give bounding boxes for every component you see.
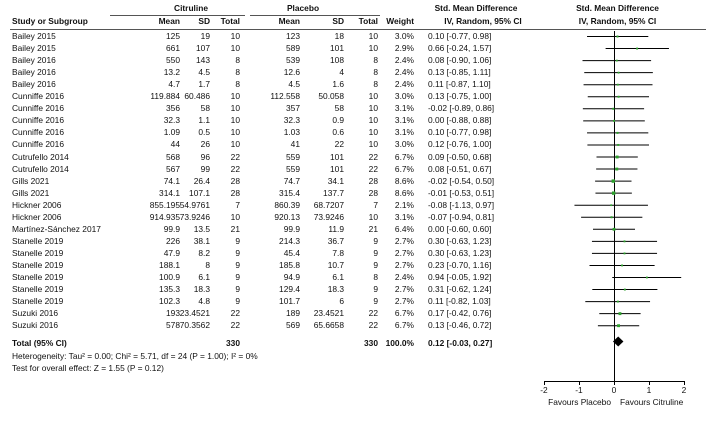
point-estimate-marker (617, 144, 619, 146)
row-ci-text: 0.94 [-0.05, 1.92] (428, 272, 492, 282)
x-tick-label: 0 (611, 385, 617, 395)
row-weight: 6.7% (394, 308, 414, 319)
row-p-mean: 357 (286, 103, 300, 114)
row-c-mean: 314.1 (159, 187, 180, 198)
row-name: Cunniffe 2016 (12, 127, 64, 138)
row-name: Cutrufello 2014 (12, 151, 69, 162)
row-c-mean: 567 (166, 163, 180, 174)
row-ci-text: 0.11 [-0.82, 1.03] (428, 296, 491, 307)
row-c-mean: 356 (166, 103, 180, 114)
row-p-sd: 108 (330, 55, 344, 66)
row-p-total: 22 (368, 320, 378, 331)
row-p-mean: 112.558 (270, 91, 300, 102)
row-p-sd: 36.7 (327, 235, 344, 246)
row-c-sd: 19 (200, 31, 210, 41)
row-c-sd: 54.9761 (179, 199, 210, 210)
point-estimate-marker (617, 324, 620, 327)
x-tick-label: -1 (575, 385, 583, 395)
x-tick-label: -2 (540, 385, 548, 395)
row-p-total: 9 (373, 259, 378, 270)
row-c-total: 9 (235, 272, 240, 282)
c-sd-header: SD (198, 16, 210, 26)
point-estimate-marker (624, 289, 626, 291)
row-p-total: 8 (373, 67, 378, 78)
row-c-total: 10 (230, 127, 240, 138)
point-estimate-marker (612, 179, 615, 182)
row-p-sd: 4 (339, 67, 344, 78)
row-weight: 8.6% (394, 187, 414, 198)
plot-header: Std. Mean Difference (576, 3, 659, 13)
row-p-total: 8 (373, 79, 378, 90)
row-p-sd: 65.6658 (313, 320, 344, 331)
placebo-group-header: Placebo (286, 3, 320, 13)
c-total-header: Total (220, 16, 240, 26)
row-ci-text: 0.08 [-0.51, 0.67] (428, 163, 492, 174)
row-name: Gills 2021 (12, 175, 50, 186)
point-estimate-marker (624, 252, 626, 254)
row-p-total: 22 (368, 151, 378, 162)
row-name: Stanelle 2019 (12, 259, 64, 270)
row-name: Bailey 2016 (12, 55, 56, 66)
row-name: Suzuki 2016 (12, 320, 59, 331)
row-p-mean: 12.6 (283, 67, 300, 78)
row-c-total: 22 (230, 151, 240, 162)
row-p-mean: 41 (290, 139, 300, 150)
row-p-total: 9 (373, 247, 378, 258)
row-p-mean: 569 (286, 320, 300, 331)
row-ci-text: 0.23 [-0.70, 1.16] (428, 259, 492, 270)
row-p-sd: 58 (334, 103, 344, 114)
point-estimate-marker (615, 168, 618, 171)
row-c-mean: 550 (166, 55, 180, 66)
row-c-mean: 119.884 (150, 91, 180, 102)
row-p-mean: 32.3 (283, 115, 300, 126)
row-p-mean: 101.7 (279, 296, 300, 307)
row-weight: 3.0% (394, 31, 414, 41)
row-p-mean: 539 (286, 55, 300, 66)
row-c-sd: 58 (200, 103, 210, 114)
row-c-mean: 226 (166, 235, 180, 246)
row-ci-text: -0.01 [-0.53, 0.51] (428, 187, 495, 198)
row-p-total: 21 (368, 223, 378, 234)
row-c-mean: 1.09 (163, 127, 180, 138)
row-weight: 3.1% (394, 103, 414, 114)
row-name: Suzuki 2016 (12, 308, 59, 319)
row-c-mean: 568 (166, 151, 180, 162)
row-c-mean: 135.3 (159, 284, 180, 295)
row-c-total: 8 (235, 55, 240, 66)
row-c-total: 21 (230, 223, 240, 234)
row-weight: 3.0% (394, 139, 414, 150)
row-c-sd: 38.1 (193, 235, 210, 246)
row-p-mean: 589 (286, 43, 300, 54)
row-name: Cutrufello 2014 (12, 163, 69, 174)
row-c-total: 7 (235, 199, 240, 210)
row-p-sd: 0.6 (332, 127, 344, 138)
row-ci-text: 0.12 [-0.76, 1.00] (428, 139, 492, 150)
citruline-group-header: Citruline (174, 3, 208, 13)
row-c-mean: 193 (166, 308, 180, 319)
row-c-total: 9 (235, 284, 240, 295)
row-p-sd: 6 (339, 296, 344, 307)
row-p-total: 28 (368, 187, 378, 198)
row-p-mean: 559 (286, 151, 300, 162)
row-ci-text: 0.00 [-0.88, 0.88] (428, 115, 492, 126)
row-c-sd: 1.1 (198, 115, 210, 126)
row-name: Martínez-Sánchez 2017 (12, 223, 101, 234)
row-weight: 2.4% (394, 55, 414, 66)
row-c-sd: 13.5 (193, 223, 210, 234)
row-ci-text: 0.00 [-0.60, 0.60] (428, 223, 492, 234)
row-p-total: 8 (373, 272, 378, 282)
row-p-total: 9 (373, 296, 378, 307)
point-estimate-marker (621, 265, 623, 267)
row-c-mean: 188.1 (159, 259, 180, 270)
row-p-total: 9 (373, 235, 378, 246)
row-p-total: 28 (368, 175, 378, 186)
row-c-mean: 13.2 (163, 67, 180, 78)
smd-method-header: IV, Random, 95% CI (444, 16, 522, 26)
row-name: Hickner 2006 (12, 211, 62, 222)
x-tick-label: 2 (681, 385, 687, 395)
heterogeneity-text: Heterogeneity: Tau² = 0.00; Chi² = 5.71, df = 24 (P = 1.00); I² = 0% (12, 351, 258, 361)
row-p-total: 10 (368, 103, 378, 114)
row-ci-text: 0.11 [-0.87, 1.10] (428, 79, 491, 90)
row-p-mean: 129.4 (279, 284, 300, 295)
row-name: Bailey 2016 (12, 79, 56, 90)
c-mean-header: Mean (158, 16, 180, 26)
row-name: Stanelle 2019 (12, 247, 64, 258)
row-weight: 6.7% (394, 320, 414, 331)
row-p-total: 10 (368, 31, 378, 41)
row-p-sd: 0.9 (332, 115, 344, 126)
x-tick-label: 1 (646, 385, 652, 395)
row-ci-text: 0.17 [-0.42, 0.76] (428, 308, 492, 319)
row-p-sd: 68.7207 (313, 199, 344, 210)
row-p-mean: 45.4 (283, 247, 300, 258)
row-p-mean: 4.5 (288, 79, 300, 90)
row-weight: 3.1% (394, 115, 414, 126)
favours-placebo-label: Favours Placebo (548, 397, 611, 407)
row-name: Cunniffe 2016 (12, 115, 64, 126)
overall-effect-text: Test for overall effect: Z = 1.55 (P = 0.12) (12, 363, 164, 373)
row-c-mean: 578 (166, 320, 180, 331)
row-p-mean: 74.7 (283, 175, 300, 186)
point-estimate-marker (646, 277, 648, 279)
row-ci-text: 0.10 [-0.77, 0.98] (428, 31, 492, 41)
row-name: Hickner 2006 (12, 199, 62, 210)
row-p-mean: 185.8 (279, 259, 300, 270)
row-c-total: 28 (230, 175, 240, 186)
row-p-total: 10 (368, 127, 378, 138)
point-estimate-marker (612, 191, 615, 194)
row-c-sd: 4.8 (198, 296, 210, 307)
row-ci-text: 0.30 [-0.63, 1.23] (428, 235, 492, 246)
row-ci-text: -0.02 [-0.54, 0.50] (428, 175, 495, 186)
row-p-sd: 137.7 (323, 187, 344, 198)
row-p-mean: 920.13 (274, 211, 300, 222)
point-estimate-marker (616, 156, 619, 159)
row-weight: 2.7% (394, 296, 414, 307)
row-c-mean: 100.9 (159, 272, 180, 282)
smd-header: Std. Mean Difference (434, 3, 518, 13)
weight-header: Weight (386, 16, 414, 26)
row-c-total: 9 (235, 296, 240, 307)
row-weight: 2.7% (394, 259, 414, 270)
total-c-total: 330 (226, 338, 240, 348)
row-ci-text: -0.02 [-0.89, 0.86] (428, 103, 495, 114)
row-c-total: 8 (235, 79, 240, 90)
row-p-sd: 22 (334, 139, 344, 150)
row-ci-text: 0.13 [-0.75, 1.00] (428, 91, 492, 102)
row-ci-text: 0.08 [-0.90, 1.06] (428, 55, 492, 66)
row-c-total: 9 (235, 247, 240, 258)
row-c-mean: 99.9 (163, 223, 180, 234)
row-weight: 6.7% (394, 163, 414, 174)
point-estimate-marker (617, 301, 619, 303)
row-p-mean: 559 (286, 163, 300, 174)
row-c-total: 28 (230, 187, 240, 198)
row-c-total: 10 (230, 43, 240, 54)
row-ci-text: 0.66 [-0.24, 1.57] (428, 43, 492, 54)
point-estimate-marker (611, 216, 613, 218)
row-c-sd: 0.5 (198, 127, 210, 138)
row-p-sd: 101 (330, 151, 344, 162)
total-ci-text: 0.12 [-0.03, 0.27] (428, 338, 493, 348)
row-weight: 6.4% (394, 223, 414, 234)
row-weight: 2.4% (394, 272, 414, 282)
row-name: Stanelle 2019 (12, 235, 64, 246)
point-estimate-marker (617, 132, 619, 134)
row-weight: 2.7% (394, 247, 414, 258)
row-c-mean: 102.3 (159, 296, 180, 307)
row-p-mean: 94.9 (283, 272, 300, 282)
row-ci-text: 0.13 [-0.85, 1.11] (428, 67, 491, 78)
point-estimate-marker (617, 36, 619, 38)
row-c-mean: 661 (166, 43, 180, 54)
row-c-sd: 4.5 (198, 67, 210, 78)
row-ci-text: 0.09 [-0.50, 0.68] (428, 151, 492, 162)
point-estimate-marker (618, 96, 620, 98)
row-p-mean: 860.39 (274, 199, 300, 210)
row-c-sd: 70.3562 (179, 320, 210, 331)
row-p-total: 7 (373, 199, 378, 210)
row-ci-text: -0.08 [-1.13, 0.97] (428, 199, 495, 210)
plot-method-header: IV, Random, 95% CI (578, 16, 657, 26)
row-c-total: 9 (235, 259, 240, 270)
row-c-sd: 18.3 (193, 284, 210, 295)
row-c-total: 22 (230, 308, 240, 319)
point-estimate-marker (624, 240, 626, 242)
row-p-mean: 189 (286, 308, 300, 319)
p-sd-header: SD (332, 16, 344, 26)
total-label: Total (95% CI) (12, 338, 67, 348)
row-c-mean: 74.1 (163, 175, 180, 186)
row-name: Cunniffe 2016 (12, 103, 64, 114)
row-weight: 2.4% (394, 79, 414, 90)
row-weight: 2.1% (394, 199, 414, 210)
row-c-sd: 60.486 (184, 91, 210, 102)
point-estimate-marker (613, 120, 615, 122)
row-p-sd: 73.9246 (313, 211, 344, 222)
row-p-total: 10 (368, 91, 378, 102)
row-p-sd: 7.8 (332, 247, 344, 258)
total-p-total: 330 (364, 338, 378, 348)
row-name: Cunniffe 2016 (12, 139, 64, 150)
row-ci-text: 0.31 [-0.62, 1.24] (428, 284, 492, 295)
row-weight: 3.1% (394, 127, 414, 138)
row-c-sd: 26 (200, 139, 210, 150)
point-estimate-marker (612, 108, 614, 110)
row-p-sd: 18.3 (327, 284, 344, 295)
row-c-sd: 23.4521 (179, 308, 210, 319)
point-estimate-marker (617, 84, 619, 86)
row-p-mean: 315.4 (279, 187, 300, 198)
row-name: Stanelle 2019 (12, 284, 64, 295)
row-c-mean: 47.9 (163, 247, 180, 258)
row-c-mean: 125 (166, 31, 180, 41)
row-p-sd: 23.4521 (313, 308, 344, 319)
p-total-header: Total (358, 16, 378, 26)
row-p-mean: 99.9 (283, 223, 300, 234)
point-estimate-marker (610, 204, 612, 206)
row-c-sd: 107.1 (189, 187, 210, 198)
point-estimate-marker (616, 60, 618, 62)
row-name: Gills 2021 (12, 187, 50, 198)
row-c-total: 22 (230, 320, 240, 331)
favours-citruline-label: Favours Citruline (620, 397, 684, 407)
row-c-sd: 1.7 (198, 79, 210, 90)
row-name: Cunniffe 2016 (12, 91, 64, 102)
row-c-sd: 99 (200, 163, 210, 174)
row-weight: 8.6% (394, 175, 414, 186)
row-c-sd: 6.1 (198, 272, 210, 282)
row-ci-text: -0.07 [-0.94, 0.81] (428, 211, 495, 222)
row-c-sd: 143 (196, 55, 210, 66)
row-c-mean: 32.3 (163, 115, 180, 126)
row-c-sd: 26.4 (193, 175, 210, 186)
row-c-mean: 914.935 (149, 211, 180, 222)
row-weight: 3.0% (394, 91, 414, 102)
row-p-sd: 18 (334, 31, 344, 41)
row-c-total: 9 (235, 235, 240, 246)
row-p-total: 10 (368, 139, 378, 150)
row-c-total: 22 (230, 163, 240, 174)
row-ci-text: 0.30 [-0.63, 1.23] (428, 247, 492, 258)
row-c-sd: 8 (205, 259, 210, 270)
row-p-mean: 214.3 (279, 235, 300, 246)
row-p-sd: 101 (330, 43, 344, 54)
row-c-sd: 96 (200, 151, 210, 162)
row-p-sd: 6.1 (332, 272, 344, 282)
row-c-total: 10 (230, 103, 240, 114)
row-p-sd: 10.7 (327, 259, 344, 270)
row-c-sd: 8.2 (198, 247, 210, 258)
row-p-sd: 101 (330, 163, 344, 174)
row-p-mean: 1.03 (283, 127, 300, 138)
row-c-sd: 107 (196, 43, 210, 54)
row-p-mean: 123 (286, 31, 300, 41)
point-estimate-marker (619, 312, 622, 315)
row-c-mean: 855.195 (149, 199, 180, 210)
row-p-sd: 11.9 (328, 223, 344, 234)
row-p-total: 10 (368, 115, 378, 126)
point-estimate-marker (636, 48, 638, 50)
row-p-sd: 50.058 (318, 91, 344, 102)
row-c-total: 8 (235, 67, 240, 78)
row-p-total: 10 (368, 211, 378, 222)
row-weight: 2.4% (394, 67, 414, 78)
row-c-sd: 73.9246 (179, 211, 210, 222)
row-c-mean: 4.7 (168, 79, 180, 90)
row-p-total: 22 (368, 163, 378, 174)
row-name: Bailey 2015 (12, 43, 56, 54)
row-weight: 2.9% (394, 43, 414, 54)
row-p-total: 9 (373, 284, 378, 295)
row-p-total: 10 (368, 43, 378, 54)
row-ci-text: 0.13 [-0.46, 0.72] (428, 320, 492, 331)
point-estimate-marker (618, 72, 620, 74)
study-col-header: Study or Subgroup (12, 16, 88, 26)
row-c-total: 10 (230, 91, 240, 102)
row-c-mean: 44 (170, 139, 180, 150)
row-p-sd: 1.6 (332, 79, 344, 90)
row-c-total: 10 (230, 31, 240, 41)
row-name: Stanelle 2019 (12, 296, 64, 307)
point-estimate-marker (613, 228, 616, 231)
row-name: Bailey 2015 (12, 31, 56, 41)
row-weight: 3.1% (394, 211, 414, 222)
row-name: Bailey 2016 (12, 67, 56, 78)
row-name: Stanelle 2019 (12, 272, 64, 282)
p-mean-header: Mean (278, 16, 300, 26)
row-ci-text: 0.10 [-0.77, 0.98] (428, 127, 492, 138)
total-weight: 100.0% (385, 338, 414, 348)
row-c-total: 10 (230, 139, 240, 150)
row-p-total: 8 (373, 55, 378, 66)
row-p-sd: 34.1 (327, 175, 344, 186)
row-weight: 2.7% (394, 284, 414, 295)
row-c-total: 10 (230, 115, 240, 126)
row-weight: 2.7% (394, 235, 414, 246)
row-c-total: 10 (230, 211, 240, 222)
row-weight: 6.7% (394, 151, 414, 162)
row-p-total: 22 (368, 308, 378, 319)
